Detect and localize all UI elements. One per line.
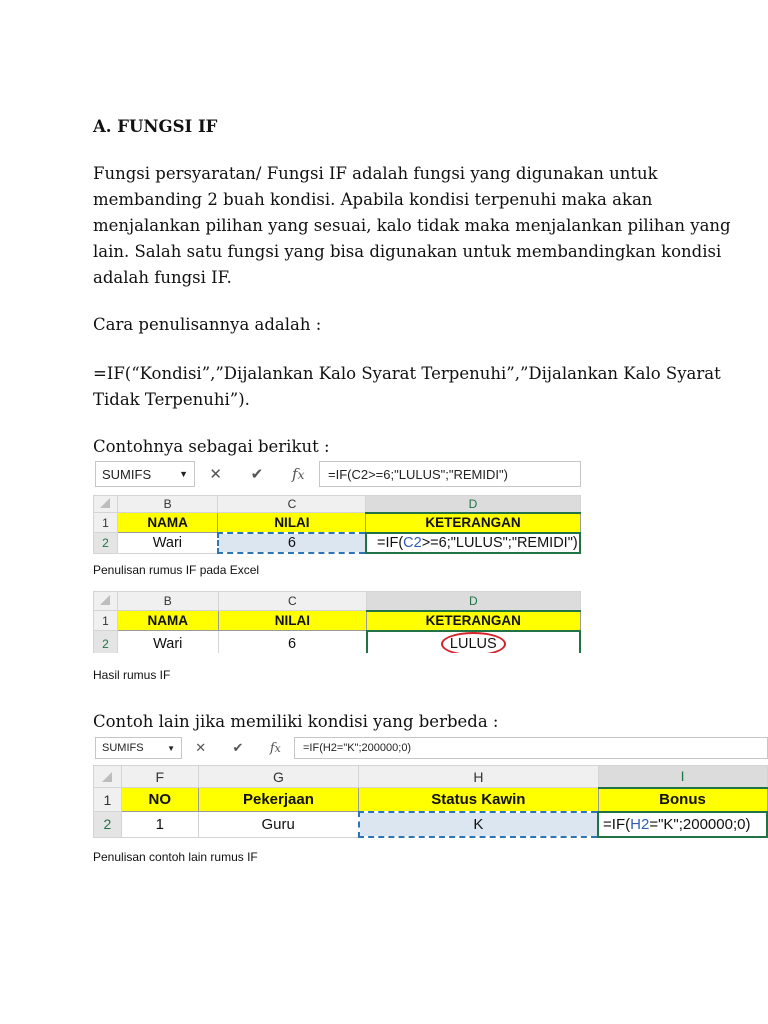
formula-buttons: [195, 465, 319, 483]
name-box-value: SUMIFS: [102, 466, 152, 482]
paragraph-line: Fungsi persyaratan/ Fungsi IF adalah fungsi yang digunakan untuk: [93, 164, 658, 183]
formula-part: =IF(: [376, 534, 404, 551]
formula-part: ="K";200000;0): [649, 815, 751, 833]
intro-paragraph: [93, 161, 731, 291]
data-cell[interactable]: 6: [218, 631, 366, 654]
row-header[interactable]: 2: [94, 812, 122, 837]
header-cell[interactable]: Pekerjaan: [198, 788, 359, 812]
chevron-down-icon[interactable]: ▼: [179, 469, 188, 479]
active-cell-formula[interactable]: [366, 533, 580, 553]
formula-input[interactable]: =IF(C2>=6;"LULUS";"REMIDI"): [319, 461, 581, 487]
formula-part: =IF(: [603, 815, 631, 833]
name-box-value: SUMIFS: [102, 742, 144, 754]
header-cell[interactable]: Bonus: [598, 788, 767, 812]
column-header[interactable]: D: [367, 592, 580, 611]
column-header[interactable]: F: [121, 766, 198, 788]
column-header[interactable]: I: [598, 766, 767, 788]
column-header[interactable]: H: [359, 766, 598, 788]
worksheet-grid: [93, 765, 768, 838]
header-cell[interactable]: NILAI: [218, 513, 366, 533]
data-cell[interactable]: Guru: [198, 812, 359, 837]
worksheet-grid: [93, 591, 581, 653]
chevron-down-icon[interactable]: ▼: [167, 743, 175, 753]
worksheet-grid: [93, 495, 581, 554]
header-cell[interactable]: NO: [121, 788, 198, 812]
data-cell-referenced[interactable]: K: [359, 812, 598, 837]
excel-snippet-result: [93, 591, 581, 653]
column-header[interactable]: G: [198, 766, 359, 788]
column-header[interactable]: B: [117, 496, 218, 513]
close-icon[interactable]: ✕: [209, 466, 222, 483]
close-icon[interactable]: ✕: [195, 740, 207, 755]
column-header[interactable]: C: [218, 496, 366, 513]
syntax-line: =IF(“Kondisi”,”Dijalankan Kalo Syarat Terpenuhi”,”Dijalankan Kalo Syarat: [93, 364, 721, 383]
data-cell[interactable]: Wari: [117, 533, 218, 553]
formula-buttons: [182, 740, 294, 756]
formula-bar: [93, 734, 768, 762]
fx-icon[interactable]: fx: [269, 740, 281, 756]
select-all-corner[interactable]: [94, 766, 122, 788]
row-header[interactable]: 2: [94, 631, 118, 654]
column-header[interactable]: B: [117, 592, 218, 611]
header-cell[interactable]: NILAI: [218, 611, 366, 631]
column-header[interactable]: C: [218, 592, 366, 611]
syntax-intro: Cara penulisannya adalah :: [93, 315, 322, 334]
example2-intro: Contoh lain jika memiliki kondisi yang berbeda :: [93, 712, 499, 731]
paragraph-line: membanding 2 buah kondisi. Apabila kondisi terpenuhi maka akan: [93, 190, 653, 209]
header-cell[interactable]: NAMA: [117, 611, 218, 631]
fx-icon[interactable]: fx: [291, 465, 305, 483]
excel-snippet-example2: [93, 734, 768, 838]
select-all-corner[interactable]: [94, 496, 118, 513]
highlight-circle: LULUS: [441, 632, 506, 654]
row-header[interactable]: 1: [94, 513, 118, 533]
formula-part: >=6;"LULUS";"REMIDI"): [421, 534, 578, 551]
caption: Hasil rumus IF: [93, 668, 171, 682]
data-cell[interactable]: 1: [121, 812, 198, 837]
formula-input[interactable]: =IF(H2="K";200000;0): [294, 737, 768, 759]
caption: Penulisan contoh lain rumus IF: [93, 850, 258, 864]
paragraph-line: menjalankan pilihan yang sesuai, kalo tidak maka menjalankan pilihan yang: [93, 216, 731, 235]
header-cell[interactable]: NAMA: [117, 513, 218, 533]
row-header[interactable]: 2: [94, 533, 118, 553]
row-header[interactable]: 1: [94, 611, 118, 631]
row-header[interactable]: 1: [94, 788, 122, 812]
syntax-formula: [93, 361, 721, 413]
caption: Penulisan rumus IF pada Excel: [93, 563, 260, 577]
column-header[interactable]: D: [366, 496, 580, 513]
data-cell[interactable]: Wari: [117, 631, 218, 654]
paragraph-line: lain. Salah satu fungsi yang bisa digunakan untuk membandingkan kondisi: [93, 242, 722, 261]
syntax-line: Tidak Terpenuhi”).: [93, 390, 250, 409]
select-all-corner[interactable]: [94, 592, 118, 611]
excel-snippet-formula: [93, 457, 581, 554]
formula-reference: C2: [403, 534, 422, 551]
paragraph-line: adalah fungsi IF.: [93, 268, 232, 287]
example-intro: Contohnya sebagai berikut :: [93, 437, 330, 456]
checkmark-icon[interactable]: ✔: [250, 466, 264, 483]
active-cell-formula[interactable]: [598, 812, 767, 837]
header-cell[interactable]: Status Kawin: [359, 788, 598, 812]
formula-reference: H2: [630, 815, 650, 833]
name-box[interactable]: [95, 737, 182, 759]
checkmark-icon[interactable]: ✔: [232, 740, 244, 755]
header-cell[interactable]: KETERANGAN: [366, 513, 580, 533]
header-cell[interactable]: KETERANGAN: [367, 611, 580, 631]
name-box[interactable]: [95, 461, 195, 487]
data-cell-referenced[interactable]: 6: [218, 533, 366, 553]
section-title: A. FUNGSI IF: [93, 117, 218, 136]
formula-bar: [93, 457, 581, 491]
result-cell[interactable]: [367, 631, 580, 654]
